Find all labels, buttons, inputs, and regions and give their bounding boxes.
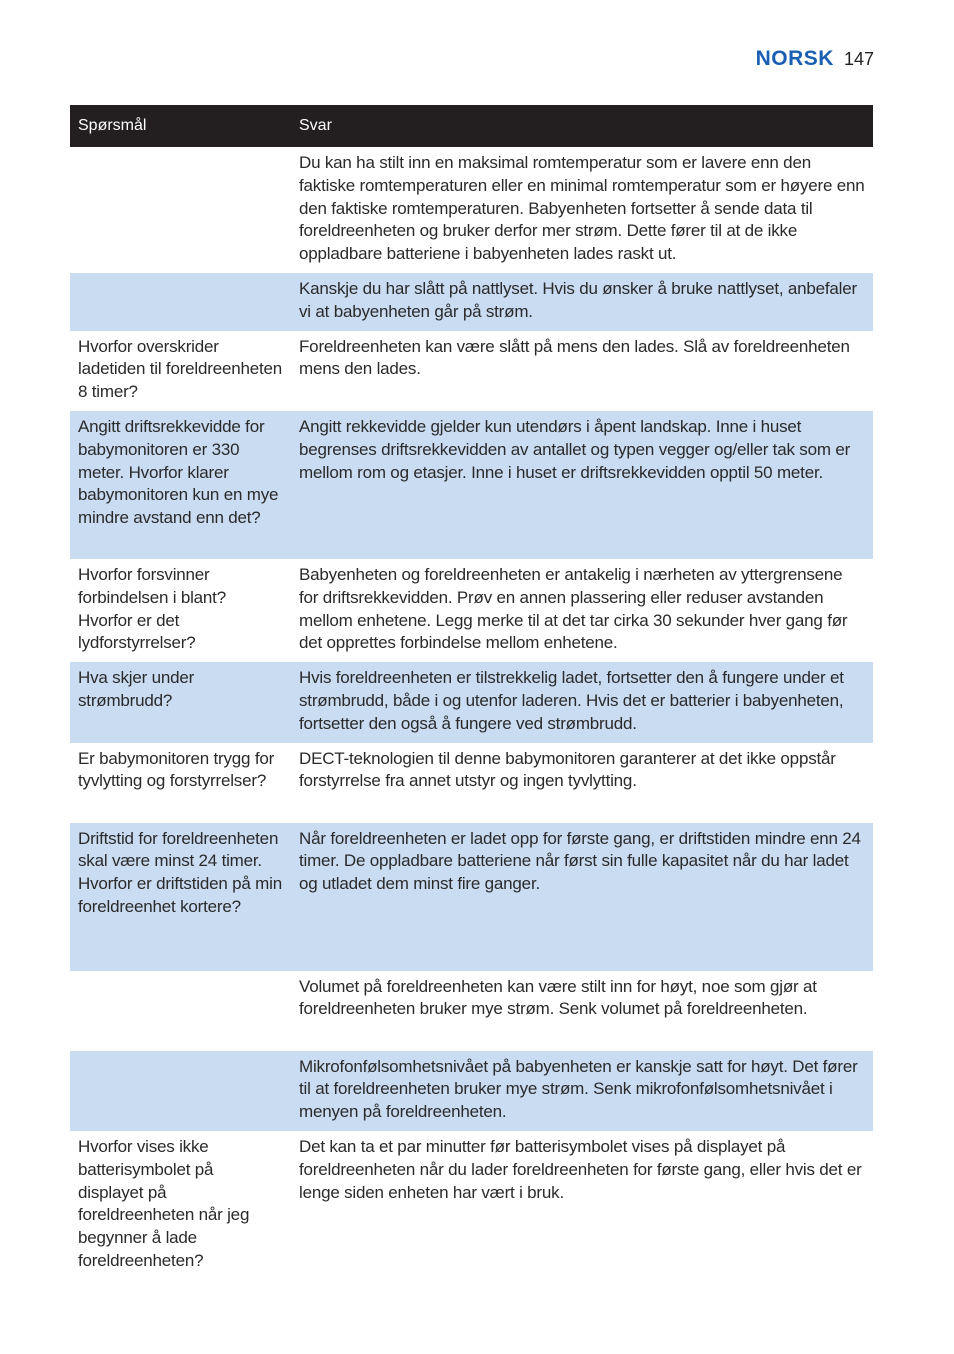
table-row (70, 273, 873, 331)
table-row (70, 411, 873, 559)
answer-cell: Kanskje du har slått på nattlyset. Hvis du ønsker å bruke nattlyset, anbefaler vi at babyenheten går på strøm. (291, 273, 873, 331)
table-row (70, 331, 873, 411)
answer-cell: Volumet på foreldreenheten kan være stilt inn for høyt, noe som gjør at foreldreenheten bruker mye strøm. Senk volumet på foreldreenheten. (299, 976, 817, 1019)
question-cell (70, 971, 291, 1051)
page-header (756, 47, 874, 71)
question-cell (70, 273, 291, 331)
answer-cell: Babyenheten og foreldreenheten er antakelig i nærheten av yttergrensene for driftsrekkevidden. Prøv en annen plassering eller reduser avstanden mellom enhetene. Legg merke til at det tar cirka 30 sekunder hver gang før det opprettes forbindelse mellom enhetene. (299, 564, 848, 653)
column-header-answer: Svar (291, 105, 873, 147)
table-row (70, 1051, 873, 1131)
question-cell: Driftstid for foreldreenheten skal være minst 24 timer. Hvorfor er driftstiden på min foreldreenhet kortere? (70, 823, 291, 971)
question-cell (70, 1051, 291, 1131)
question-cell: Hvorfor forsvinner forbindelsen i blant? Hvorfor er det lydforstyrrelser? (78, 564, 226, 653)
answer-cell: Foreldreenheten kan være slått på mens den lades. Slå av foreldreenheten mens den lades. (299, 336, 850, 379)
answer-cell: Hvis foreldreenheten er tilstrekkelig ladet, fortsetter den å fungere under et strømbrudd, både i og utenfor laderen. Hvis det er batterier i babyenheten, fortsetter den også å fungere ved strømbrudd. (291, 662, 873, 742)
question-cell: Er babymonitoren trygg for tyvlytting og forstyrrelser? (78, 748, 275, 791)
answer-cell: Angitt rekkevidde gjelder kun utendørs i åpent landskap. Inne i huset begrenses driftsrekkevidden av antallet og typen vegger og/eller tak som er mellom rom og etasjer. Inne i huset er driftsrekkevidden opptil 50 meter. (291, 411, 873, 559)
question-cell (70, 147, 291, 273)
question-cell: Angitt driftsrekkevidde for babymonitoren er 330 meter. Hvorfor klarer babymonitoren kun en mye mindre avstand enn det? (70, 411, 291, 559)
faq-table (70, 105, 873, 1280)
language-label: NORSK (755, 47, 834, 70)
answer-cell: DECT-teknologien til denne babymonitoren garanterer at det ikke oppstår forstyrrelse fra annet utstyr og ingen tyvlytting. (299, 748, 836, 791)
table-row (70, 743, 873, 823)
table-row (70, 147, 873, 273)
page-number: 147 (843, 49, 874, 69)
question-cell: Hva skjer under strømbrudd? (70, 662, 291, 742)
answer-cell: Når foreldreenheten er ladet opp for første gang, er driftstiden mindre enn 24 timer. De oppladbare batteriene når først sin fulle kapasitet når du har ladet og utladet dem minst fire ganger. (291, 823, 873, 971)
table-row (70, 559, 873, 662)
table-row (70, 1131, 873, 1280)
table-row (70, 971, 873, 1051)
question-cell: Hvorfor overskrider ladetiden til foreldreenheten 8 timer? (78, 336, 283, 402)
table-row (70, 823, 873, 971)
answer-cell: Mikrofonfølsomhetsnivået på babyenheten er kanskje satt for høyt. Det fører til at foreldreenheten bruker mye strøm. Senk mikrofonfølsomhetsnivået i menyen på foreldreenheten. (291, 1051, 873, 1131)
table-row (70, 662, 873, 742)
column-header-question: Spørsmål (70, 105, 291, 147)
answer-cell: Det kan ta et par minutter før batterisymbolet vises på displayet på foreldreenheten når du lader foreldreenheten for første gang, eller hvis det er lenge siden enheten har vært i bruk. (299, 1136, 862, 1202)
question-cell: Hvorfor vises ikke batterisymbolet på displayet på foreldreenheten når jeg begynner å lade foreldreenheten? (78, 1136, 250, 1270)
answer-cell: Du kan ha stilt inn en maksimal romtemperatur som er lavere enn den faktiske romtemperaturen eller en minimal romtemperatur som er høyere enn den faktiske romtemperaturen. Babyenheten fortsetter å sende data til foreldreenheten og bruker derfor mer strøm. Dette fører til at de ikke oppladbare batteriene i babyenheten lades raskt ut. (299, 153, 865, 264)
table-header-row (70, 105, 873, 147)
